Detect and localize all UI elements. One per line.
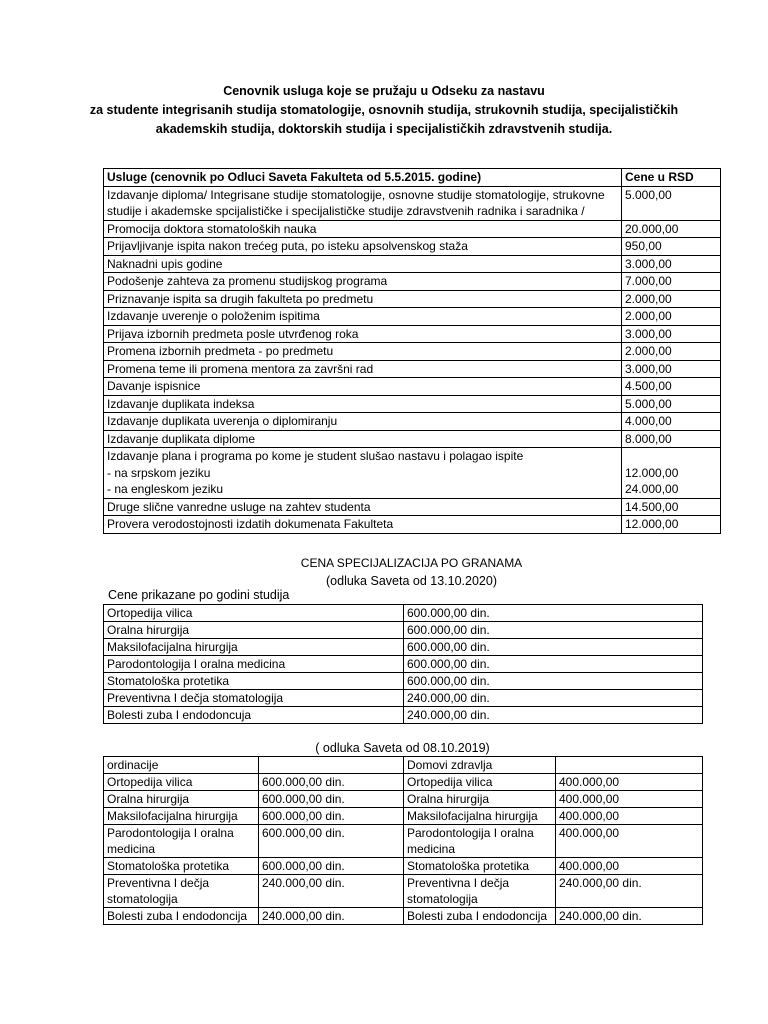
empty-cell bbox=[556, 757, 703, 774]
service-price: 3.000,00 bbox=[622, 325, 721, 343]
header-domovi-zdravlja: Domovi zdravlja bbox=[404, 757, 556, 774]
empty-cell bbox=[259, 757, 404, 774]
ordinacije-price: 600.000,00 din. bbox=[259, 808, 404, 825]
service-price: 5.000,00 bbox=[622, 395, 721, 413]
service-price: 7.000,00 bbox=[622, 273, 721, 291]
domovi-zdravlja-price: 400.000,00 bbox=[556, 791, 703, 808]
service-name: Promena izbornih predmeta - po predmetu bbox=[104, 343, 622, 361]
service-name: Izdavanje diploma/ Integrisane studije stomatologije, osnovne studije stomatologije, strukovne studije i akademske spcijalističke i specijalističke studije zdravstvenih radnika i saradnika / bbox=[104, 186, 622, 220]
table-row bbox=[104, 238, 721, 256]
service-price: 950,00 bbox=[622, 238, 721, 256]
service-price: 2.000,00 bbox=[622, 343, 721, 361]
domovi-zdravlja-price: 240.000,00 din. bbox=[556, 875, 703, 908]
table-row bbox=[104, 498, 721, 516]
ordinacije-name: Bolesti zuba I endodoncija bbox=[104, 908, 259, 925]
specialization-price: 600.000,00 din. bbox=[404, 605, 703, 622]
service-name: Davanje ispisnice bbox=[104, 378, 622, 396]
ordinacije-price: 600.000,00 din. bbox=[259, 774, 404, 791]
specialization-name: Parodontologija I oralna medicina bbox=[104, 656, 404, 673]
heading-line-2: za studente integrisanih studija stomatologije, osnovnih studija, strukovnih studija, specijalističkih bbox=[89, 103, 679, 117]
spacer bbox=[625, 448, 717, 465]
table-row bbox=[104, 220, 721, 238]
specialization-name: Oralna hirurgija bbox=[104, 622, 404, 639]
plan-line-3: - na engleskom jeziku bbox=[107, 482, 224, 496]
header-service: Usluge (cenovnik po Odluci Saveta Fakulteta od 5.5.2015. godine) bbox=[104, 169, 622, 187]
table-header-row bbox=[104, 757, 703, 774]
service-price: 14.500,00 bbox=[622, 498, 721, 516]
table-row bbox=[104, 360, 721, 378]
service-name: Izdavanje duplikata indeksa bbox=[104, 395, 622, 413]
specialization-name: Preventivna I dečja stomatologija bbox=[104, 690, 404, 707]
specialization-decision: (odluka Saveta od 13.10.2020) bbox=[326, 574, 497, 588]
service-price: 4.500,00 bbox=[622, 378, 721, 396]
service-name: Izdavanje duplikata diplome bbox=[104, 430, 622, 448]
service-price: 3.000,00 bbox=[622, 360, 721, 378]
specialization-price-table bbox=[103, 604, 703, 724]
heading-line-3: akademskih studija, doktorskih studija i specijalističkih zdravstvenih studija. bbox=[155, 122, 613, 136]
service-name: Priznavanje ispita sa drugih fakulteta po predmetu bbox=[104, 290, 622, 308]
domovi-zdravlja-price: 400.000,00 bbox=[556, 774, 703, 791]
service-name: Izdavanje duplikata uverenja o diplomiranju bbox=[104, 413, 622, 431]
table-row bbox=[104, 273, 721, 291]
table-row bbox=[104, 808, 703, 825]
specialization-price: 600.000,00 din. bbox=[404, 622, 703, 639]
domovi-zdravlja-price: 240.000,00 din. bbox=[556, 908, 703, 925]
specialization-note: Cene prikazane po godini studija bbox=[108, 588, 290, 602]
specialization-price: 240.000,00 din. bbox=[404, 707, 703, 724]
service-name: Prijava izbornih predmeta posle utvrđenog roka bbox=[104, 325, 622, 343]
specialization-name: Maksilofacijalna hirurgija bbox=[104, 639, 404, 656]
ordinacije-name: Oralna hirurgija bbox=[104, 791, 259, 808]
service-name: Promena teme ili promena mentora za završni rad bbox=[104, 360, 622, 378]
service-name: Naknadni upis godine bbox=[104, 255, 622, 273]
service-price: 20.000,00 bbox=[622, 220, 721, 238]
domovi-zdravlja-price: 400.000,00 bbox=[556, 825, 703, 858]
table-row bbox=[104, 656, 703, 673]
table-row bbox=[104, 639, 703, 656]
specialization-price: 600.000,00 din. bbox=[404, 639, 703, 656]
services-price-table bbox=[103, 168, 721, 534]
ordinacije-price: 600.000,00 din. bbox=[259, 791, 404, 808]
table-row bbox=[104, 605, 703, 622]
table-row bbox=[104, 413, 721, 431]
clinics-decision: ( odluka Saveta od 08.10.2019) bbox=[315, 741, 490, 755]
service-price: 5.000,00 bbox=[622, 186, 721, 220]
specialization-price: 600.000,00 din. bbox=[404, 673, 703, 690]
table-row bbox=[104, 378, 721, 396]
service-name: Izdavanje uverenje o položenim ispitima bbox=[104, 308, 622, 326]
table-row bbox=[104, 858, 703, 875]
service-price: 4.000,00 bbox=[622, 413, 721, 431]
service-name: Druge slične vanredne usluge na zahtev studenta bbox=[104, 498, 622, 516]
domovi-zdravlja-price: 400.000,00 bbox=[556, 808, 703, 825]
table-row bbox=[104, 673, 703, 690]
domovi-zdravlja-name: Ortopedija vilica bbox=[404, 774, 556, 791]
price-serbian: 12.000,00 bbox=[625, 465, 679, 480]
table-row bbox=[104, 308, 721, 326]
table-row bbox=[104, 622, 703, 639]
domovi-zdravlja-name: Maksilofacijalna hirurgija bbox=[404, 808, 556, 825]
table-row bbox=[104, 774, 703, 791]
table-row bbox=[104, 707, 703, 724]
plan-line-1: Izdavanje plana i programa po kome je student slušao nastavu i polagao ispite bbox=[107, 449, 524, 463]
table-row bbox=[104, 325, 721, 343]
ordinacije-name: Stomatološka protetika bbox=[104, 858, 259, 875]
header-ordinacije: ordinacije bbox=[104, 757, 259, 774]
service-price: 12.000,00 bbox=[622, 516, 721, 534]
ordinacije-price: 600.000,00 din. bbox=[259, 825, 404, 858]
domovi-zdravlja-name: Stomatološka protetika bbox=[404, 858, 556, 875]
table-header-row bbox=[104, 169, 721, 187]
ordinacije-price: 600.000,00 din. bbox=[259, 858, 404, 875]
table-row bbox=[104, 791, 703, 808]
plan-line-2: - na srpskom jeziku bbox=[107, 465, 211, 480]
table-row bbox=[104, 875, 703, 908]
table-row bbox=[104, 395, 721, 413]
service-name: Podošenje zahteva za promenu studijskog programa bbox=[104, 273, 622, 291]
domovi-zdravlja-name: Preventivna I dečja stomatologija bbox=[404, 875, 556, 908]
specialization-title: CENA SPECIJALIZACIJA PO GRANAMA bbox=[300, 556, 523, 570]
domovi-zdravlja-name: Oralna hirurgija bbox=[404, 791, 556, 808]
table-row bbox=[104, 186, 721, 220]
service-price: 8.000,00 bbox=[622, 430, 721, 448]
domovi-zdravlja-name: Bolesti zuba I endodoncija bbox=[404, 908, 556, 925]
ordinacije-name: Ortopedija vilica bbox=[104, 774, 259, 791]
table-row bbox=[104, 825, 703, 858]
ordinacije-price: 240.000,00 din. bbox=[259, 908, 404, 925]
table-row bbox=[104, 908, 703, 925]
document-heading bbox=[80, 82, 688, 139]
table-row bbox=[104, 430, 721, 448]
specialization-name: Ortopedija vilica bbox=[104, 605, 404, 622]
service-price: 2.000,00 bbox=[622, 290, 721, 308]
table-row bbox=[104, 448, 721, 499]
table-row bbox=[104, 290, 721, 308]
specialization-price: 600.000,00 din. bbox=[404, 656, 703, 673]
table-row bbox=[104, 516, 721, 534]
domovi-zdravlja-name: Parodontologija I oralna medicina bbox=[404, 825, 556, 858]
ordinacije-name: Maksilofacijalna hirurgija bbox=[104, 808, 259, 825]
table-row bbox=[104, 690, 703, 707]
specialization-price: 240.000,00 din. bbox=[404, 690, 703, 707]
clinics-price-table bbox=[103, 756, 703, 925]
service-name: Prijavljivanje ispita nakon trećeg puta, po isteku apsolvenskog staža bbox=[104, 238, 622, 256]
service-name: Provera verodostojnosti izdatih dokumenata Fakulteta bbox=[104, 516, 622, 534]
ordinacije-name: Preventivna I dečja stomatologija bbox=[104, 875, 259, 908]
price-english: 24.000,00 bbox=[625, 482, 679, 496]
table-row bbox=[104, 255, 721, 273]
service-price: 2.000,00 bbox=[622, 308, 721, 326]
service-price bbox=[622, 448, 721, 499]
service-name: Promocija doktora stomatoloških nauka bbox=[104, 220, 622, 238]
table-row bbox=[104, 343, 721, 361]
ordinacije-name: Parodontologija I oralna medicina bbox=[104, 825, 259, 858]
service-price: 3.000,00 bbox=[622, 255, 721, 273]
domovi-zdravlja-price: 400.000,00 bbox=[556, 858, 703, 875]
specialization-name: Stomatološka protetika bbox=[104, 673, 404, 690]
specialization-name: Bolesti zuba I endodoncuja bbox=[104, 707, 404, 724]
specialization-caption bbox=[103, 554, 720, 590]
heading-line-1: Cenovnik usluga koje se pružaju u Odseku za nastavu bbox=[223, 84, 545, 98]
header-price: Cene u RSD bbox=[622, 169, 721, 187]
ordinacije-price: 240.000,00 din. bbox=[259, 875, 404, 908]
service-name bbox=[104, 448, 622, 499]
